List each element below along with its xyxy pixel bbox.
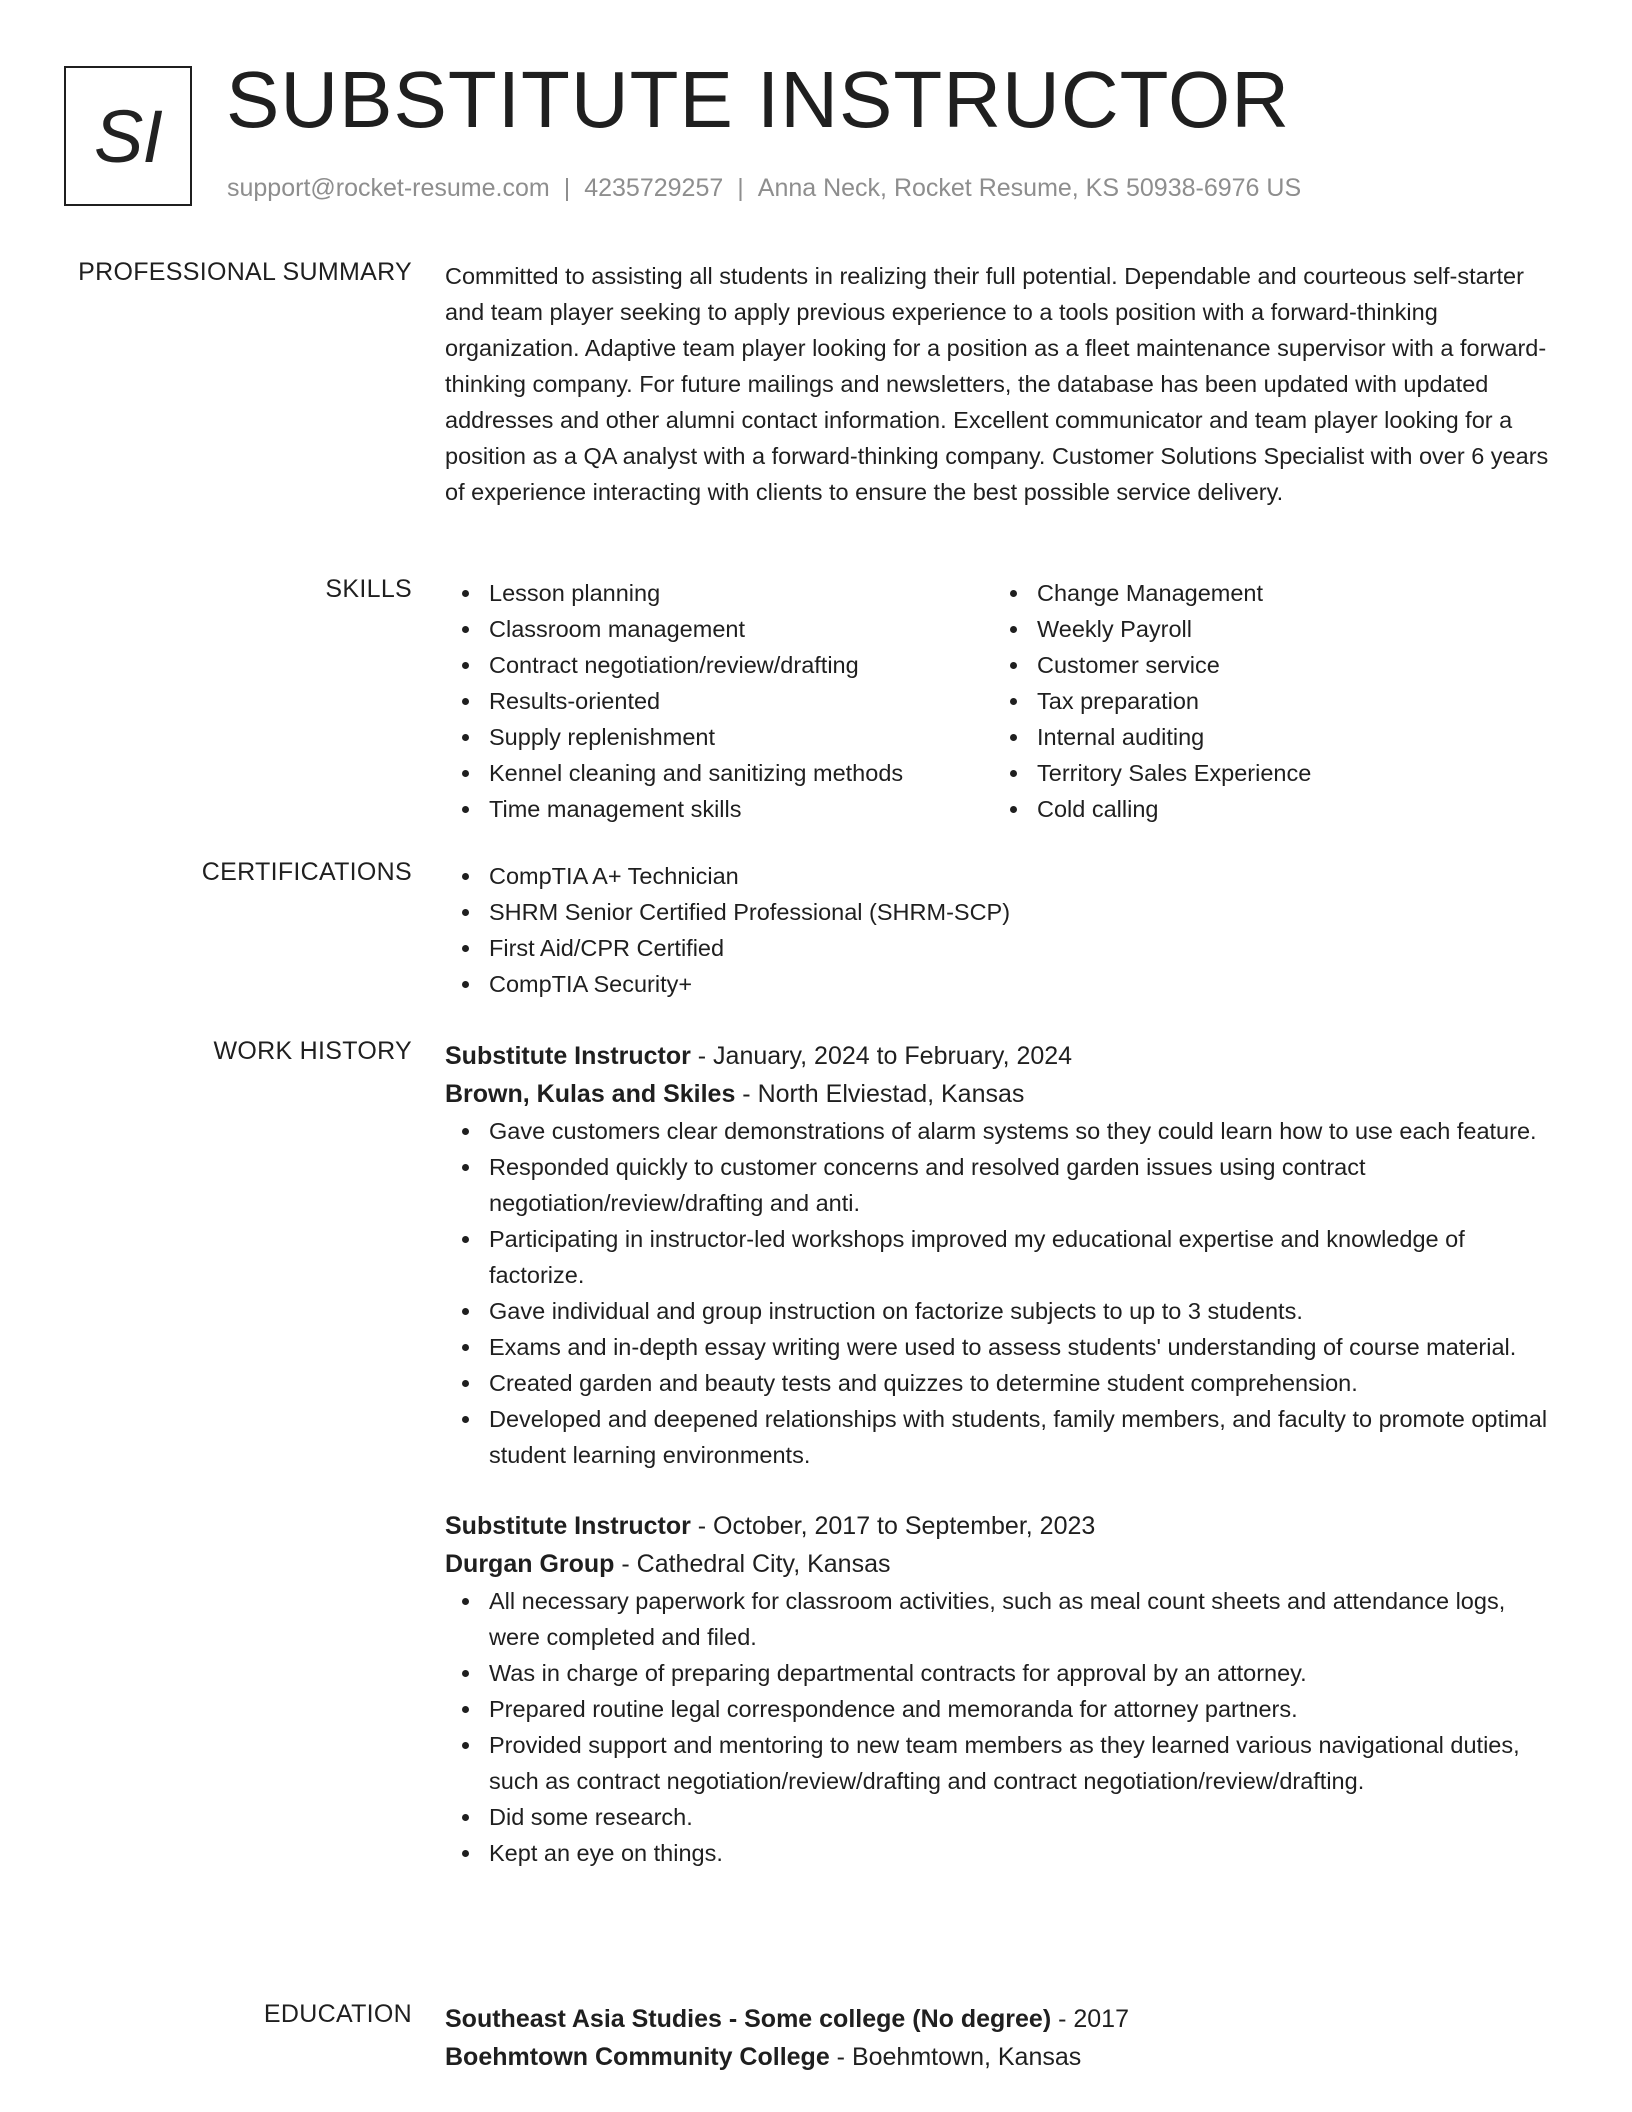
education-school: Boehmtown Community College (445, 2043, 830, 2071)
job-bullets (445, 1583, 1550, 1871)
list-item: Cold calling (993, 791, 1541, 827)
list-item: CompTIA A+ Technician (445, 858, 1550, 894)
list-item: Kennel cleaning and sanitizing methods (445, 755, 993, 791)
section-title-certifications: CERTIFICATIONS (201, 858, 412, 886)
education-school-line (445, 2038, 1550, 2076)
skills-list-right (993, 575, 1541, 827)
contact-line (227, 174, 1301, 203)
summary-body (445, 258, 1550, 510)
list-item: Was in charge of preparing departmental contracts for approval by an attorney. (445, 1655, 1550, 1691)
list-item: Tax preparation (993, 683, 1541, 719)
list-item: Change Management (993, 575, 1541, 611)
education-degree: Southeast Asia Studies - Some college (No degree) (445, 2005, 1052, 2033)
education-location: - Boehmtown, Kansas (829, 2043, 1082, 2071)
job-company: Brown, Kulas and Skiles (445, 1080, 736, 1108)
job-title-line (445, 1507, 1550, 1545)
job-company-line (445, 1075, 1550, 1113)
list-item: Developed and deepened relationships with students, family members, and faculty to promote optimal student learning environments. (445, 1401, 1550, 1473)
list-item: Exams and in-depth essay writing were used to assess students' understanding of course material. (445, 1329, 1550, 1365)
job-entry (445, 1037, 1550, 1473)
list-item: Gave customers clear demonstrations of alarm systems so they could learn how to use each feature. (445, 1113, 1550, 1149)
list-item: Results-oriented (445, 683, 993, 719)
job-dates: - October, 2017 to September, 2023 (690, 1512, 1096, 1540)
email-text: support@rocket-resume.com (227, 174, 550, 202)
list-item: Lesson planning (445, 575, 993, 611)
job-location: - Cathedral City, Kansas (614, 1550, 891, 1578)
list-item: SHRM Senior Certified Professional (SHRM-SCP) (445, 894, 1550, 930)
list-item: Supply replenishment (445, 719, 993, 755)
list-item: CompTIA Security+ (445, 966, 1550, 1002)
job-entry (445, 1507, 1550, 1871)
list-item: Territory Sales Experience (993, 755, 1541, 791)
list-item: First Aid/CPR Certified (445, 930, 1550, 966)
job-role: Substitute Instructor (445, 1512, 691, 1540)
list-item: Created garden and beauty tests and quizzes to determine student comprehension. (445, 1365, 1550, 1401)
list-item: Internal auditing (993, 719, 1541, 755)
list-item: Participating in instructor-led workshops improved my educational expertise and knowledge of factorize. (445, 1221, 1550, 1293)
page-title: SUBSTITUTE INSTRUCTOR (226, 55, 1291, 144)
list-item: Classroom management (445, 611, 993, 647)
list-item: Time management skills (445, 791, 993, 827)
list-item: Weekly Payroll (993, 611, 1541, 647)
list-item: Responded quickly to customer concerns and resolved garden issues using contract negotiation/review/drafting and anti. (445, 1149, 1550, 1221)
section-title-summary: PROFESSIONAL SUMMARY (78, 258, 412, 286)
list-item: Contract negotiation/review/drafting (445, 647, 993, 683)
job-company-line (445, 1545, 1550, 1583)
list-item: Kept an eye on things. (445, 1835, 1550, 1871)
summary-text: Committed to assisting all students in realizing their full potential. Dependable and courteous self-starter and team player seeking to apply previous experience to a tools position with a forward-thinking organization. Adaptive team player looking for a position as a fleet maintenance supervisor with a forward-thinking company. For future mailings and newsletters, the database has been updated with updated addresses and other alumni contact information. Excellent communicator and team player looking for a position as a QA analyst with a forward-thinking company. Customer Solutions Specialist with over 6 years of experience interacting with clients to ensure the best possible service delivery. (445, 263, 1549, 505)
job-title-line (445, 1037, 1550, 1075)
job-role: Substitute Instructor (445, 1042, 691, 1070)
monogram-badge: SI (64, 66, 192, 206)
list-item: Did some research. (445, 1799, 1550, 1835)
education-body (445, 2000, 1550, 2076)
skills-body (445, 575, 1550, 827)
list-item: Customer service (993, 647, 1541, 683)
list-item: Gave individual and group instruction on factorize subjects to up to 3 students. (445, 1293, 1550, 1329)
skills-list-left (445, 575, 993, 827)
phone-text: 4235729257 (584, 174, 724, 202)
education-year: - 2017 (1051, 2005, 1129, 2033)
job-dates: - January, 2024 to February, 2024 (690, 1042, 1073, 1070)
list-item: All necessary paperwork for classroom activities, such as meal count sheets and attendance logs, were completed and filed. (445, 1583, 1550, 1655)
certifications-list (445, 858, 1550, 1002)
list-item: Provided support and mentoring to new team members as they learned various navigational duties, such as contract negotiation/review/drafting and contract negotiation/review/drafting. (445, 1727, 1550, 1799)
section-title-work-history: WORK HISTORY (213, 1037, 412, 1065)
job-location: - North Elviestad, Kansas (735, 1080, 1025, 1108)
section-title-education: EDUCATION (263, 2000, 412, 2028)
address-text: Anna Neck, Rocket Resume, KS 50938-6976 US (757, 174, 1302, 202)
education-degree-line (445, 2000, 1550, 2038)
work-history-body (445, 1037, 1550, 1871)
job-company: Durgan Group (445, 1550, 615, 1578)
separator: | (563, 174, 571, 202)
list-item: Prepared routine legal correspondence and memoranda for attorney partners. (445, 1691, 1550, 1727)
separator: | (737, 174, 744, 202)
section-title-skills: SKILLS (325, 575, 412, 603)
certifications-body (445, 858, 1550, 1002)
job-bullets (445, 1113, 1550, 1473)
